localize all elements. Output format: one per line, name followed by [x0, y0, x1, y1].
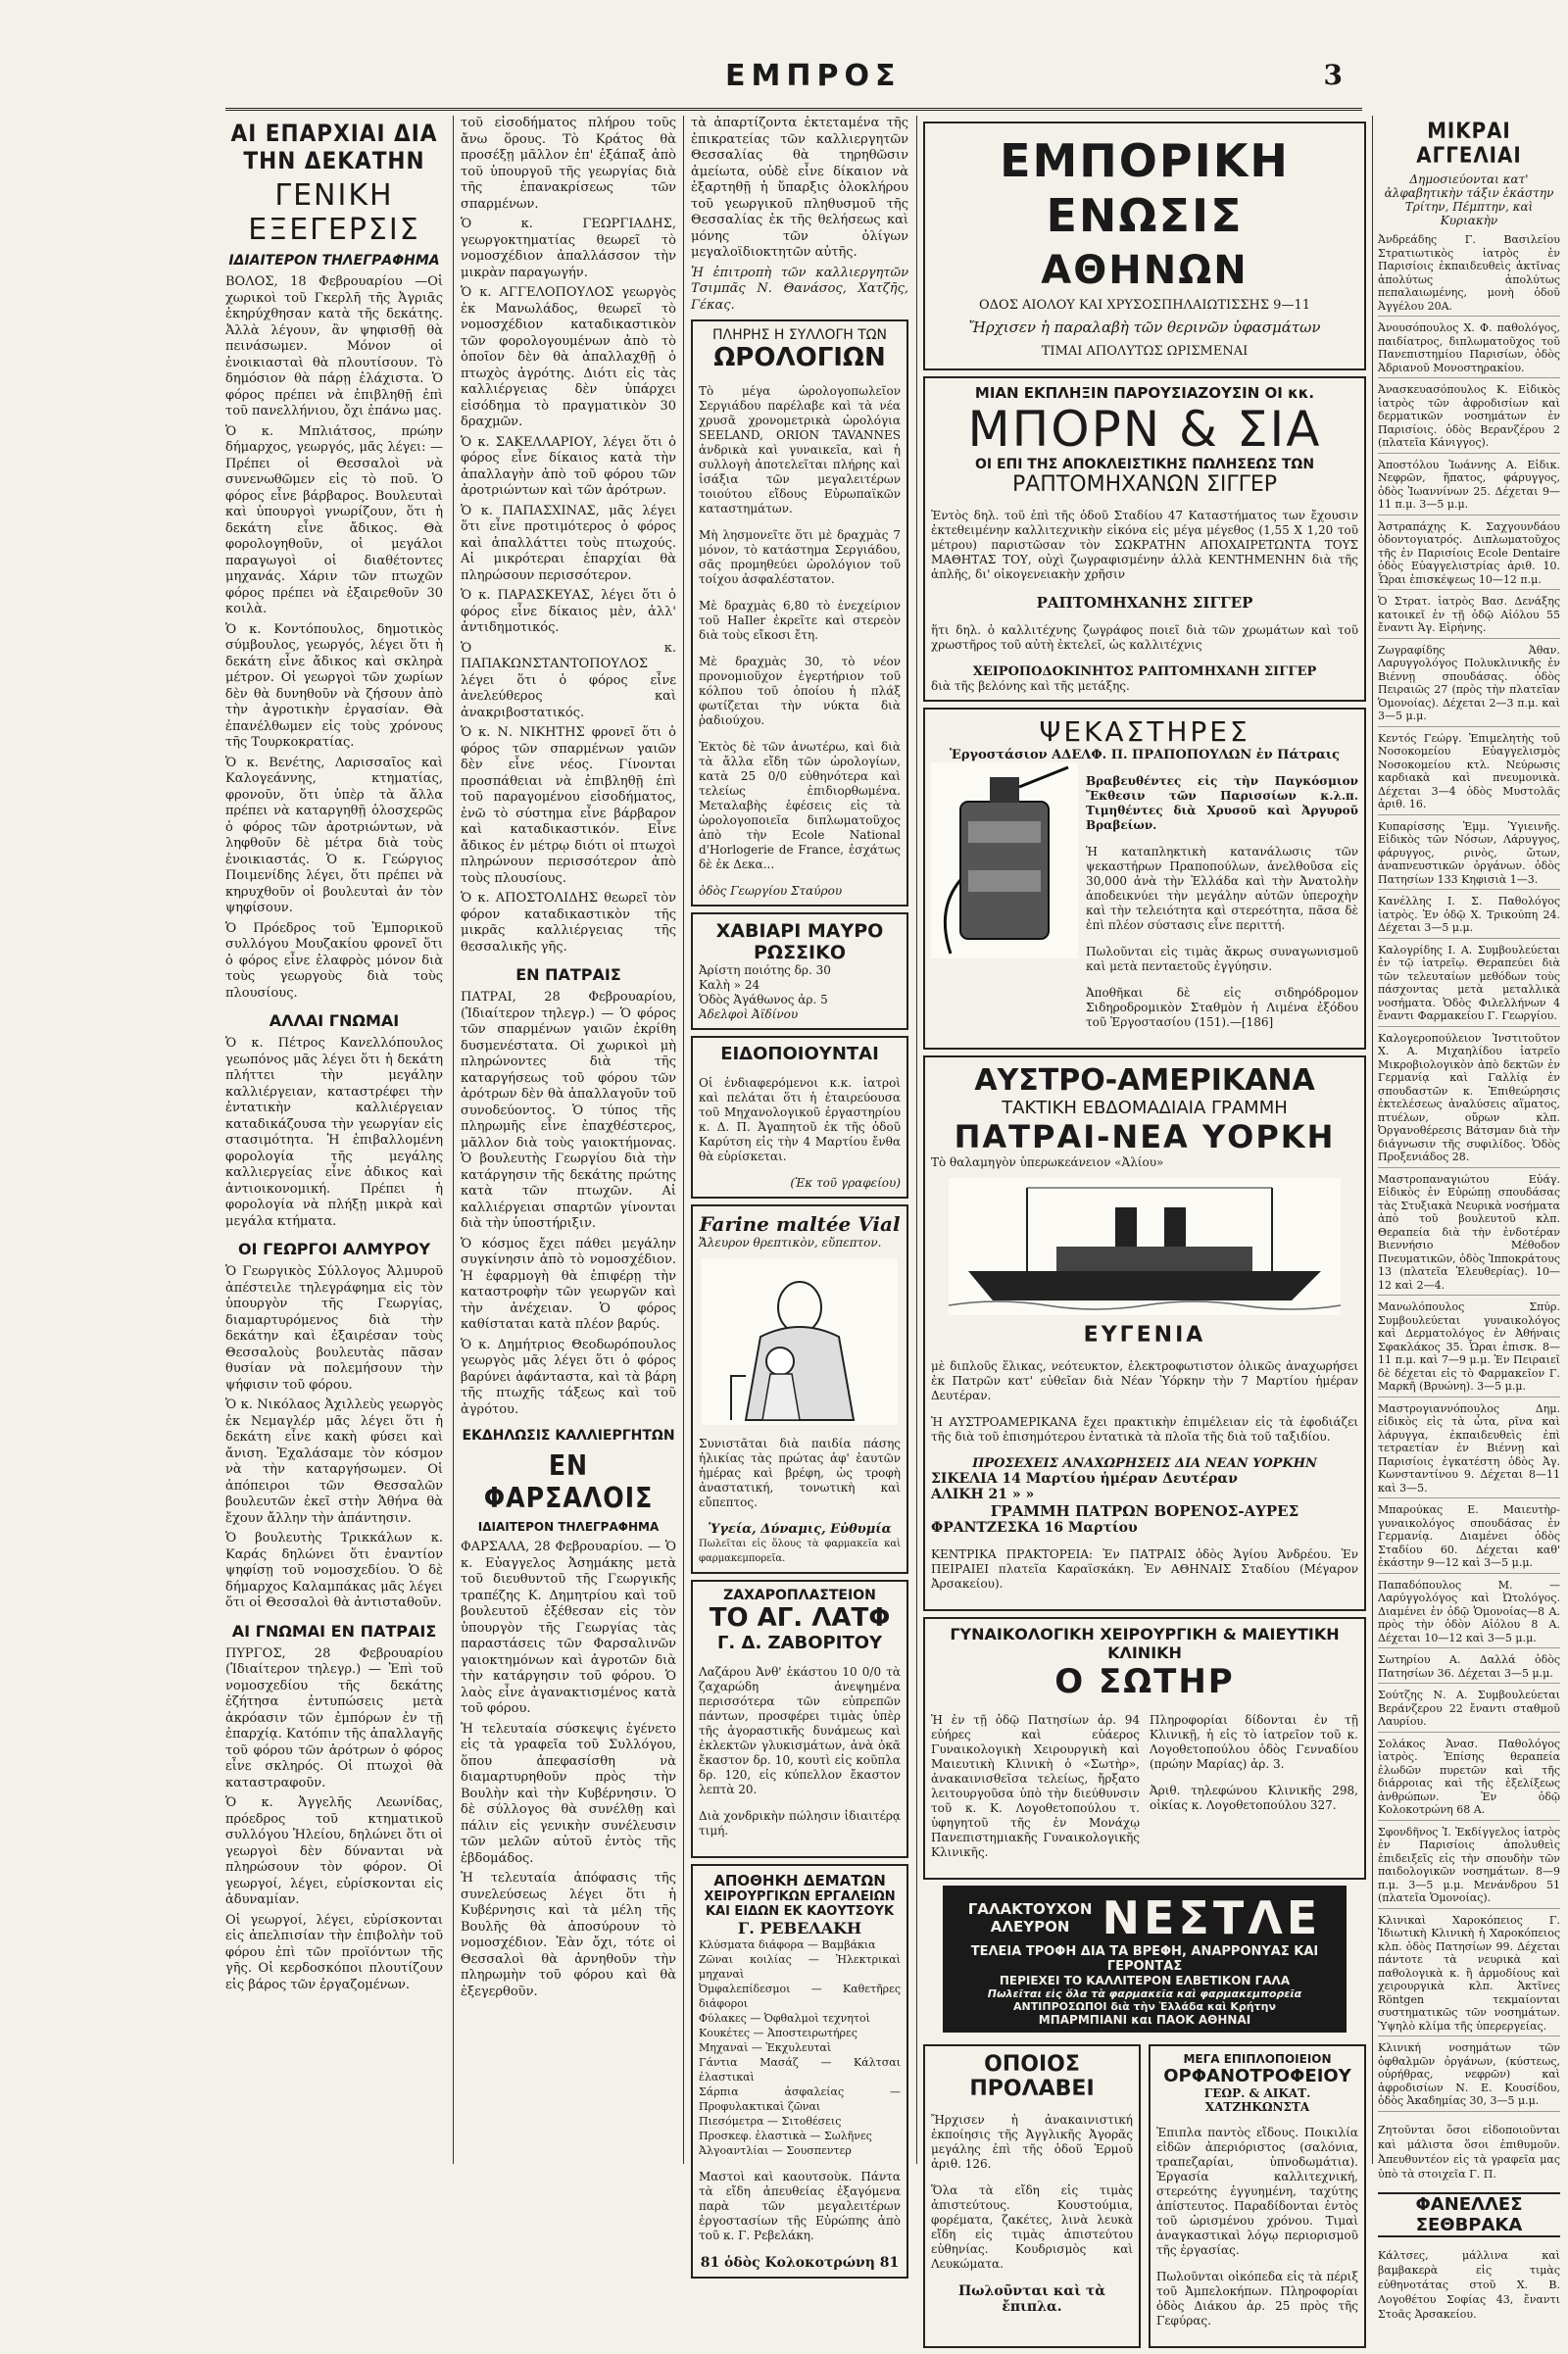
column-rule	[453, 116, 454, 2164]
ad-notice	[691, 1036, 908, 1199]
ad-title: ΦΑΝΕΛΛΕΣ ΣΕΘΒΡΑΚΑ	[1378, 2192, 1560, 2237]
ad-title-large: ΜΠΟΡΝ & ΣΙΑ	[967, 401, 1322, 458]
column-3	[691, 116, 908, 2271]
ad-title-large: ΕΜΠΟΡΙΚΗ ΕΝΩΣΙΣ	[1000, 134, 1290, 242]
article-paragraph: Ὁ κ. Ἀγγελῆς Λεωνίδας, πρόεδρος τοῦ κτηματικοῦ συλλόγου Ἠλείου, δηλώνει ὅτι οἱ γεωργοὶ δὲν δύνανται νὰ πληρώσουν τὸν φόρον. Οἱ γεωργοί, λέγει, εὑρίσκονται εἰς ἀδυναμίαν.	[225, 1795, 443, 1907]
ad-slogan: Ὑγεία, Δύναμις, Εὐθυμία	[708, 1522, 892, 1537]
classified-item: Μαστροπαναγιώτου Εὐάγ. Εἰδικὸς ἐν Εὐρώπῃ σπουδάσας τὰς Στυξιακὰ Νευρικὰ νοσήματα ἀπὸ τοῦ βουλευτοῦ κλπ. Θεραπεία διὰ τὴν ἐνδοτέραν Βιεννήσιο Μέθοδον Πνευματικῶν, ὁδὸς Ἱπποκράτους 13 (πλατεῖα Ἐλευθερίας). 10—12 καὶ 2—4.	[1378, 1173, 1560, 1297]
ad-business-name: Γ. Δ. ΖΑΒΟΡΙΤΟΥ	[716, 1633, 883, 1653]
ad-farine	[691, 1204, 908, 1574]
ad-text: ΠΕΡΙΕΧΕΙ ΤΟ ΚΑΛΛΙΤΕΡΟΝ ΕΛΒΕΤΙΚΟΝ ΓΑΛΑ	[999, 1974, 1291, 1987]
classified-item: Μανωλόπουλος Σπύρ. Συμβουλεύεται γυναικολόγος καὶ Δερματολόγος ἐν Ἀθήναις Σφακλάκος 35. Ὧραι ἐπισκ. 8—11 π.μ. καὶ 7—9 μ.μ. Ἐν Πειραιεῖ δὲ δέχεται εἰς τὸ Φαρμακεῖον Γ. Μαρκῆ (Βρυώνη). 3—5 μ.μ.	[1378, 1300, 1560, 1398]
classified-item: Κλινικαὶ Χαροκόπειος Γ. Ἰδιωτικὴ Κλινικὴ ἡ Χαροκόπειος κλπ. ὁδὸς Πατησίων 99. Δέχεται πάντοτε τὰ νευρικὰ καὶ παθολογικὰ κ. ἢ ἀρμοδίους καὶ χειρουργικὰ κλπ. Ἀκτῖνες Röntgen τεκμαίονται συστηματικῶς τῶν νοσημάτων. Ὑψηλὸ κλίμα τῆς ὑπερεργείας.	[1378, 1914, 1560, 2037]
article-paragraph: Ὁ κ. Νικόλαος Ἀχιλλεὺς γεωργὸς ἐκ Νεμαγλέρ μᾶς λέγει ὅτι ἡ δεκάτη εἶνε κακὴ φύσει καὶ ἄνιση. Ἐχαλάσαμε τὸν κόσμον νὰ τὴν καταργήσωμεν. Οἱ ἀπόπειροι τῶν Θεσσαλῶν βουλευτῶν ἐκεῖ στὴν Ἀθήνα θὰ ἔχουν ἄλλην τὴν ἀπάντησιν.	[225, 1398, 443, 1526]
article-headline: ΕΚΔΗΛΩΣΙΣ ΚΑΛΛΙΕΡΓΗΤΩΝ	[462, 1428, 675, 1444]
section-heading: ΑΛΛΑΙ ΓΝΩΜΑΙ	[269, 1011, 400, 1030]
ad-text: ΑΝΤΙΠΡΟΣΩΠΟΙ διὰ τὴν Ἑλλάδα καὶ Κρήτην	[1013, 2000, 1276, 2013]
product-list-item: Προσκεφ. ἐλαστικὰ — Σωλῆνες	[699, 2130, 872, 2142]
ad-text: Ἀριθ. τηλεφώνου Κλινικῆς 298, οἰκίας κ. Λογοθετοπούλου 327.	[1150, 1784, 1358, 1812]
ad-schedule-row: ΣΙΚΕΛΙΑ 14 Μαρτίου ἡμέραν Δευτέραν	[931, 1471, 1238, 1487]
ad-title: ΧΕΙΡΟΥΡΓΙΚΩΝ ΕΡΓΑΛΕΙΩΝ	[704, 1889, 896, 1904]
product-list-item: Μηχαναὶ — Ἐκχυλευταὶ	[699, 2041, 832, 2054]
ad-footer: ΤΙΜΑΙ ΑΠΟΛΥΤΩΣ ΩΡΙΣΜΕΝΑΙ	[1041, 344, 1249, 359]
article-paragraph: Ὁ κ. Βενέτης, Λαρισσαῖος καὶ Καλογεάννης, κτηματίας, φρονοῦν, ὅτι ὑπὲρ τὰ ἄλλα πρέπει νὰ καταργηθῇ ὁλοσχερῶς ὁ φόρος τῶν ἀροτριώντων, νὰ ληφθοῦν δὲ μέτρα διὰ τοὺς ἐνοικιαστάς. Ὁ κ. Γεώργιος Ποιμενίδης λέγει, ὅτι πρέπει νὰ κηρυχθοῦν οἱ βουλευταὶ ἀν τὸν ψηφίσουν.	[225, 755, 443, 915]
ad-signature: (Ἐκ τοῦ γραφείου)	[790, 1176, 901, 1190]
column-rule	[1372, 116, 1373, 2164]
ad-text: Λαζάρου Ἀνθ' ἑκάστου 10 0/0 τὰ ζαχαρώδη ἀνεψημένα περισσότερα τῶν εὐπρεπῶν πάντων, προσφέρει τιμὰς ὑπὲρ τῆς ἀγοραστικῆς δυνάμεως καὶ ἐκλεκτῶν γλυκισμάτων, ἀνὰ ὀκᾶ ἔκαστον δρ. 10, κουτὶ εἰς κοῦπλα δρ. 120, εἰς κύπελλον ἔκαστον λεπτὰ 20.	[699, 1665, 901, 1796]
column-rule	[916, 116, 917, 2164]
classified-item: Ἀστραπάχης Κ. Σαχγουνδάου ὀδοντογιατρός. Διπλωματοῦχος τῆς ἐν Παρισίοις Ecole Dentaire ὁδὸς Εὐαγγελιστρίας ἀριθ. 10. Ὧραι ἐπισκέψεως 10—12 π.μ.	[1378, 520, 1560, 591]
ad-austro-americana	[923, 1055, 1366, 1611]
ad-clinic-sotir	[923, 1617, 1366, 1880]
article-paragraph: Ὁ κ. ΑΓΓΕΛΟΠΟΥΛΟΣ γεωργὸς ἐκ Μανωλάδος, θεωρεῖ τὸ νομοσχέδιον καταδικαστικὸν τῶν φορολογουμένων ἀπὸ τὸ ὁποῖον δὲν θὰ ἀπαλλαχθῇ ὁ πτωχὸς ἀγρότης. Διότι εἰς τὰς καλλιέργειας δὲν ὑπάρχει εἰσόδημα τὸ πραγματικὸν 30 δραχμῶν.	[461, 285, 676, 429]
classified-item: Κλινική νοσημάτων τῶν ὀφθαλμῶν ὀργάνων, (κύστεως, οὐρήθρας, νεφρῶν) καὶ ἀφροδισίων Ν. Ε. Κουσίδου, ὁδὸς Ἀκαδημίας 30, 3—5 μ.μ.	[1378, 2041, 1560, 2112]
ad-confectionery	[691, 1580, 908, 1858]
ad-text: ΤΕΛΕΙΑ ΤΡΟΦΗ ΔΙΑ ΤΑ ΒΡΕΦΗ, ΑΝΑΡΡΟΝΥΑΣ ΚΑΙ ΓΕΡΟΝΤΑΣ	[970, 1944, 1319, 1974]
ad-title: ΧΑΒΙΑΡΙ ΜΑΥΡΟ ΡΩΣΣΙΚΟ	[715, 920, 884, 963]
article-headline-large: ΕΝ ΦΑΡΣΑΛΟΙΣ	[483, 1449, 654, 1514]
classified-item: Ἀνουσόπουλος Χ. Φ. παθολόγος, παιδίατρος, διπλωματοῦχος τοῦ Πανεπιστημίου Παρισίων, ὁδὸς Ἀδριανοῦ Μονοστηρακίου.	[1378, 321, 1560, 378]
ad-footer: Πωλοῦνται οἰκόπεδα εἰς τὰ πέριξ τοῦ Ἀμπελοκήπων. Πληροφορίαι ὁδὸς Διάκου ἀρ. 25 πρὸς τῆς Γεφύρας.	[1156, 2270, 1358, 2328]
column-2	[461, 116, 676, 2164]
column-4	[923, 116, 1366, 2328]
ad-subtitle: ΤΑΚΤΙΚΗ ΕΒΔΟΜΑΔΙΑΙΑ ΓΡΑΜΜΗ	[1002, 1098, 1288, 1118]
ad-route: ΠΑΤΡΑΙ-ΝΕΑ ΥΟΡΚΗ	[954, 1118, 1336, 1155]
ad-text: Πωλεῖται εἰς ὅλα τὰ φαρμακεῖα καὶ φαρμακεμπορεῖα	[987, 1987, 1302, 2000]
product-list-item: Φύλακες — Ὀφθαλμοὶ τεχνητοὶ	[699, 2012, 870, 2025]
article-paragraph: ΠΑΤΡΑΙ, 28 Φεβρουαρίου, (Ἰδιαίτερον τηλεγρ.) — Ὁ φόρος τῶν σπαρμένων γαιῶν ἐκρίθη δυσμενέστατα. Οἱ χωρικοὶ μὴ πληρώνοντες διὰ τῆς καταργήσεως τοῦ φόρου τῶν ἀρότρων δὲν θὰ ἀπαλλαγοῦν τοῦ συνοδεύοντος. Ὁ τύπος τῆς πληρωμῆς εἶνε ἐπαχθέστερος, μᾶλλον διὰ τοὺς γαιοκτήμονας. Ὁ βουλευτὴς Γεωργίου διὰ τὴν κατάργησιν τῆς δεκάτης πρώτης κατὰ τῶν πτωχῶν. Αἱ καλλιέργειαι σπαρτῶν γίνονται διὰ τὴν ὑποστήριξιν.	[461, 990, 676, 1231]
article-paragraph: Ὁ κ. ΠΑΠΑΚΩΝΣΤΑΝΤΟΠΟΥΛΟΣ λέγει ὅτι ὁ φόρος εἶνε ἀνελεύθερος καὶ ἀνακριβοστατικός.	[461, 640, 676, 720]
article-paragraph: Ὁ κόσμος ἔχει πάθει μεγάλην συγκίνησιν ἀπὸ τὸ νομοσχέδιον. Ἡ ἐφαρμογὴ θὰ ἐπιφέρῃ τὴν καταστροφὴν τῶν γεωργῶν καὶ τὴν ἀνέχειαν. Ὁ φόρος καθίσταται κατὰ πλέον βαρύς.	[461, 1236, 676, 1332]
ad-subtitle: Τὸ θαλαμηγὸν ὑπερωκεάνειον «Ἀλίου»	[931, 1155, 1164, 1169]
classified-item: Κανέλλης Ι. Σ. Παθολόγος ἰατρὸς. Ἐν ὁδῷ Χ. Τρικούπη 24. Δέχεται 3—5 μ.μ.	[1378, 895, 1560, 939]
article-paragraph: Ἡ τελευταία σύσκεψις ἐγένετο εἰς τὰ γραφεῖα τοῦ Συλλόγου, ὅπου ἀπεφασίσθη νὰ διαμαρτυρηθοῦν πρὸς τὴν Βουλὴν καὶ τὴν Κυβέρνησιν. Ὁ δὲ σύλλογος θὰ συνέλθῃ καὶ πάλιν εἰς γενικὴν συνέλευσιν τῶν μελῶν αὐτοῦ ἐντὸς τῆς ἑβδομάδος.	[461, 1721, 676, 1866]
ad-text: ἥτι δηλ. ὁ καλλιτέχνης ζωγράφος ποιεῖ διὰ τῶν χρωμάτων καὶ τοῦ χρωστῆρος τοῦ αὐτὴ ἐκτελεῖ, ὡς καλλιτέχνις	[931, 623, 1358, 652]
ad-signature: ὁδὸς Γεωργίου Σταύρου	[699, 884, 843, 898]
ad-text: Ἤρχισεν ἡ ἀνακαινιστική ἐκποίησις τῆς Ἀγγλικῆς Ἀγορᾶς μεγάλης ἐπὶ τῆς ὁδοῦ Ἑρμοῦ ἀριθ. 126.	[931, 2113, 1133, 2171]
classified-item: Ζητοῦνται ὅσοι εἰδοποιοῦνται καὶ μάλιστα ὅσοι ἐπιθυμοῦν. Ἀπευθυντέον εἰς τὰ γραφεῖα μας ὑπὸ τὰ στοιχεῖα Γ. Π.	[1378, 2123, 1560, 2181]
ad-line: ΓΑΛΑΚΤΟΥΧΟΝ	[967, 1900, 1093, 1918]
column-1	[225, 116, 443, 2164]
ad-highlight: ΡΑΠΤΟΜΗΧΑΝΗΣ ΣΙΓΓΕΡ	[1036, 594, 1253, 612]
classifieds-title: ΜΙΚΡΑΙ ΑΓΓΕΛΙΑΙ	[1416, 120, 1522, 169]
article-paragraph: Ὁ βουλευτὴς Τρικκάλων κ. Καράς δηλώνει ὅτι ἐναντίον ψηφίσῃ τοῦ νομοσχεδίου. Ὁ δὲ δήμαρχος Καλαμπάκας μᾶς λέγει ὅτι οἱ Θεσσαλοὶ θὰ ἀντισταθοῦν.	[225, 1531, 443, 1610]
ad-address: ΟΔΟΣ ΑΙΟΛΟΥ ΚΑΙ ΧΡΥΣΟΣΠΗΛΑΙΩΤΙΣΣΗΣ 9—11	[979, 298, 1310, 313]
sprayer-illustration	[931, 762, 1078, 958]
product-list-item: Γάντια Μασάζ — Κάλτσαι ἐλαστικαὶ	[699, 2056, 901, 2084]
article-paragraph: Οἱ γεωργοί, λέγει, εὑρίσκονται εἰς ἀπελπισίαν τὴν ἐπιβολὴν τοῦ φόρου ἐπὶ τῶν προϊόντων τῆς γῆς. Οἱ κερδοσκόποι πλουτίζουν εἰς βάρος τῶν ἐργαζομένων.	[225, 1912, 443, 1992]
ad-line: ΑΛΕΥΡΟΝ	[990, 1918, 1070, 1936]
ad-text: Ἐκτὸς δὲ τῶν ἀνωτέρω, καὶ διὰ τὰ ἄλλα εἴδη τῶν ὡρολογίων, κατὰ 25 0/0 εὐθηνότερα καὶ τελείως ἐπιδιορθωμένα. Μεταλαβὴς ἐφέσεις εἰς τὰ ὡρολογοποιεῖα διπλωματοῦχος ἀπὸ τὴν Ecole National d'Horlogerie de France, ἐσχάτως δὲ ἐκ Δεκα...	[699, 740, 901, 871]
product-list-item: Ἀλγοαντλίαι — Σουσπεντερ	[699, 2144, 852, 2157]
ad-text: ΜΠΑΡΜΠΙΑΝΙ και ΠΑΟΚ ΑΘΗΝΑΙ	[1038, 2013, 1251, 2027]
ad-schedule-row: ΑΛΙΚΗ 21 » »	[931, 1487, 1035, 1502]
ad-footer: ΚΕΝΤΡΙΚΑ ΠΡΑΚΤΟΡΕΙΑ: Ἐν ΠΑΤΡΑΙΣ ὁδὸς Ἁγίου Ἀνδρέου. Ἐν ΠΕΙΡΑΙΕΙ πλατεῖα Καραϊσκάκη. Ἐν ΑΘΗΝΑΙΣ Σταδίου (Μέγαρον Ἀρσακείου).	[931, 1547, 1358, 1591]
ad-city: ΑΘΗΝΩΝ	[1041, 248, 1249, 293]
classified-item: Σούτζης Ν. Α. Συμβουλεύεται Βεράνζερου 22 ἔναντι σταθμοῦ Λαυρίου.	[1378, 1689, 1560, 1733]
article-paragraph: Ὁ κ. ΠΑΠΑΣΧΙΝΑΣ, μᾶς λέγει ὅτι εἶνε προτιμότερος ὁ φόρος καὶ ἀπαλλάττει τοὺς πτωχούς. Αἱ μικρότεραι ἐπαρχίαι θὰ πληρώσουν περισσότερον.	[461, 503, 676, 583]
column-5	[1378, 116, 1560, 2321]
article-paragraph: Ὁ κ. ΑΠΟΣΤΟΛΙΔΗΣ θεωρεῖ τὸν φόρον καταδικαστικὸν τῆς μικρᾶς καλλιέργειας τῆς θεσσαλικῆς γῆς.	[461, 891, 676, 955]
ad-line: Ἀρίστη ποιότης δρ. 30	[699, 963, 831, 977]
ad-commercial-union	[923, 122, 1366, 370]
ad-text: μὲ διπλοῦς ἕλικας, νεότευκτον, ἐλεκτροφωτιστον ὁλικῶς ἀναχωρήσει ἐκ Πατρῶν κατ' εὐθεῖαν διὰ Νέαν Ὑόρκην τὴν 7 Μαρτίου ἡμέραν Δευτέραν.	[931, 1359, 1358, 1402]
product-list-item: Πιεσόμετρα — Σιτοθέσεις	[699, 2115, 842, 2128]
ad-watches	[691, 319, 908, 907]
ad-title: Farine maltée Vial	[699, 1212, 901, 1236]
classified-item: Καλογεροπούλειον Ἰνστιτοῦτον Χ. Α. Μιχαηλίδου ἰατρεῖο Μικροβιολογικὸν ἀπὸ δεκτῶν ἐν Γερμανίᾳ καὶ Γαλλίᾳ ἐν σπουδαστῶν κ. Ἐπιθεώρησις ἐκτελέσεως ἀναλύσεις αἵματος, πτυέλων, οὔρων κλπ. Ὀργανοθέρεσις Βάτσμαν διὰ τὴν διάγνωσιν τῆς συφιλίδος. Ὁδὸς Προξενιάδος 28.	[1378, 1032, 1560, 1168]
article-paragraph: ΠΥΡΓΟΣ, 28 Φεβρουαρίου (Ἰδιαίτερον τηλεγρ.) — Ἐπὶ τοῦ νομοσχεδίου τῆς δεκάτης ἐζήτησα ἐντυπώσεις μετὰ ἀκρόασιν τῶν ἐμπόρων ἐν τῇ ἐπαρχίᾳ. Κατόπιν τῆς ἀπαλλαγῆς τοῦ φόρου τῶν ἀρότρων ὁ φόρος εἶνε σκληρός. Οἱ πτωχοὶ θὰ καταστραφοῦν.	[225, 1645, 443, 1790]
newspaper-title: ΕΜΠΡΟΣ	[725, 59, 902, 93]
product-list	[699, 1937, 901, 2158]
article-paragraph: ΒΟΛΟΣ, 18 Φεβρουαρίου —Οἱ χωρικοὶ τοῦ Γκερλῆ τῆς Ἀγριᾶς ἐκηρύχθησαν κατὰ τῆς δεκάτης. Ἀλλὰ λέγουν, ἂν ψηφισθῇ θὰ πεινάσωμεν. Μόνον οἱ ἐνοικιασταὶ θὰ πλουτίσουν. Τὸ δημόσιον θὰ πάρῃ ἐλάχιστα. Ὁ φόρος πρέπει νὰ ἐπιβληθῇ ἐπὶ τοῦ πανελλήνιου, ὄχι ἐπάνω μας.	[225, 274, 443, 418]
ad-text: Μὲ δραχμὰς 30, τὸ νέον προνομιοῦχον ἐγερτήριον τοῦ κόλπου τοῦ ὁποίου ἡ πλάξ φωτίζεται τὴν νύκτα διὰ ῥαδιούχου.	[699, 655, 901, 727]
classified-item: Μπαρούκας Ε. Μαιευτὴρ-γυναικολόγος σπουδάσας ἐν Γερμανίᾳ. Διαμένει ὁδὸς Σταδίου 60. Δέχεται καθ' ἑκάστην 9—12 καὶ 3—5 μ.μ.	[1378, 1503, 1560, 1574]
masthead	[225, 57, 1362, 111]
article-paragraph: Ὁ Γεωργικὸς Σύλλογος Ἀλμυροῦ ἀπέστειλε τηλεγράφημα εἰς τὸν ὑπουργὸν τῆς Γεωργίας, διαμαρτυρόμενος διὰ τὴν δεκάτην καὶ ἐξαιρέσαν τοὺς Θεσσαλοὺς βουλευτὰς πᾶσαν θυσίαν νὰ πολεμήσουν τὴν ψήφισιν τοῦ φόρου.	[225, 1264, 443, 1393]
ad-title-large: ΩΡΟΛΟΓΙΩΝ	[713, 343, 886, 372]
ad-footer: Πωλοῦνται καὶ τὰ ἔπιπλα.	[957, 2283, 1106, 2315]
product-list-item: Σάρπια ἀσφαλείας — Προφυλακτικαὶ ζῶναι	[699, 2085, 901, 2113]
ad-text: Ἡ καταπληκτικὴ κατανάλωσις τῶν ψεκαστήρων Πραποπούλων, ἀνελθοῦσα εἰς 30,000 ἀνὰ τὴν Ἑλλάδα καὶ τὴν Ἀνατολὴν ἀποδεικνύει τὴν μεγάλην αὐτῶν ὑπεροχὴν καὶ τὴν τελειότητα καὶ στερεότητα, πᾶσα δὲ ἐπὶ πλέον σύστασις εἶνε περιττή.	[1086, 845, 1358, 932]
ad-furniture	[1149, 2044, 1366, 2348]
ad-text: Ἡ ΑΥΣΤΡΟΑΜΕΡΙΚΑΝΑ ἔχει πρακτικὴν ἐπιμέλειαν εἰς τὰ ἐφοδιάζει τῆς διὰ τοῦ ἐπισημότερου ἐντατικὰ τὰ πλοῖα τῆς διὰ τοῦ ταξιδίου.	[931, 1415, 1358, 1444]
ad-business-name: Γ. ΡΕΒΕΛΑΚΗ	[737, 1919, 862, 1937]
ad-business-name: ΓΕΩΡ. & ΑΙΚΑΤ. ΧΑΤΖΗΚΩΝΣΤΑ	[1203, 2086, 1311, 2114]
article-paragraph: Ὁ κ. Ν. ΝΙΚΗΤΗΣ φρονεῖ ὅτι ὁ φόρος τῶν σπαρμένων γαιῶν δὲν εἶνε νέος. Γίνονται προσπάθειαι νὰ ἐπιβληθῇ ἐπὶ τοῦ παραγομένου εἰσοδήματος, ἐνῶ τὸ σύστημα εἶνε βάρβαρον καὶ καταδικαστικόν. Εἶνε ἄδικος ἐν μέτρῳ διότι οἱ πτωχοὶ πληρώνουν περισσότερον ἀπὸ τοὺς πλουσίους.	[461, 725, 676, 886]
ad-title: ΓΥΝΑΙΚΟΛΟΓΙΚΗ ΧΕΙΡΟΥΡΓΙΚΗ & ΜΑΙΕΥΤΙΚΗ ΚΛΙΝΙΚΗ	[950, 1625, 1340, 1662]
classified-item: Παπαδόπουλος Μ. — Λαρύγγολόγος καὶ Ὠτολόγος. Διαμένει ἐν ὁδῷ Ὁμονοίας—8 Α. πρὸς τὴν ὁδὸν Αἰόλου 8 Α. Δέχεται 10—12 καὶ 3—5 μ.μ.	[1378, 1579, 1560, 1649]
product-list-item: Κλύσματα διάφορα — Βαμβάκια	[699, 1938, 876, 1951]
article-subhead: ΙΔΙΑΙΤΕΡΟΝ ΤΗΛΕΓΡΑΦΗΜΑ	[228, 253, 440, 269]
article-paragraph: τοῦ εἰσοδήματος πλήρου τοῦς ἄνω ὅρους. Τὸ Κράτος θὰ προσέξῃ μᾶλλον ἐπ' ἐξάπαξ ἀπὸ τοῦ ὑπουργοῦ τῆς γεωργίας διὰ τῆς ἐπανακρίσεως τῶν σπαρμένων.	[461, 116, 676, 212]
ad-surgical	[691, 1864, 908, 2279]
ad-text: Οἱ ἐνδιαφερόμενοι κ.κ. ἰατροὶ καὶ πελάται ὅτι ἡ ἐταιρεύουσα τοῦ Μηχανολογικοῦ ἐργαστηρίου κ. Δ. Π. Ἀγαπητοῦ ἐκ τῆς ὁδοῦ Καρύτση εἰς τὴν 4 Μαρτίου ἔνθα θὰ εὑρίσκεται.	[699, 1076, 901, 1163]
ad-brand: ΝΕΣΤΛΕ	[1102, 1891, 1322, 1944]
classified-item: Σωτηρίου Α. Δαλλά ὁδὸς Πατησίων 36. Δέχεται 3—5 μ.μ.	[1378, 1653, 1560, 1684]
ad-schedule-row: ΦΡΑΝΤΖΕΣΚΑ 16 Μαρτίου	[931, 1520, 1138, 1536]
ad-title: ΜΕΓΑ ΕΠΙΠΛΟΠΟΙΕΙΟΝ	[1183, 2052, 1332, 2066]
article-paragraph: Ὁ κ. Μπλιάτσος, πρώην δήμαρχος, γεωργός, μᾶς λέγει: —Πρέπει οἱ Θεσσαλοὶ νὰ συνενωθῶμεν εἰς τὸ ποῦ. Ὁ φόρος εἶνε βάρβαρος. Βουλευταὶ καὶ ὑπουργοὶ γνωρίζουν, ὅτι ἡ δεκάτη εἶνε ἄδικος. Θὰ φορολογηθοῦν, οἱ μεγάλοι παραγωγοὶ οἱ διαθέτοντες μηχανάς. Χάριν τῶν πτωχῶν φόρος πρέπει νὰ ἐξαιρεθοῦν 30 κοιλὰ.	[225, 423, 443, 616]
classified-item: Ἀνασκευασόπουλος Κ. Εἰδικὸς ἰατρὸς τῶν ἀφροδισίων καὶ δερματικῶν νοσημάτων ἐν Παρισίοις. ὁδὸς Βερανζέρου 2 (πλατεῖα Κάνιγγος).	[1378, 383, 1560, 454]
ad-title: ΑΠΟΘΗΚΗ ΔΕΜΑΤΩΝ	[713, 1872, 886, 1889]
classified-item: Ἀποστόλου Ἰωάννης Α. Εἰδικ. Νεφρῶν, ἥπατος, φάρυγγος, ὁδὸς Ἰωαννίνων 25. Δέχεται 9—11 π.μ. 3—5 μ.μ.	[1378, 459, 1560, 515]
article-paragraph: τὰ ἀπαρτίζοντα ἐκτεταμένα τῆς ἐπικρατείας τῶν καλλιεργητῶν Θεσσαλίας θὰ τηρηθῶσιν ἀμείωτα, οὐδὲ εἶνε δίκαιον νὰ ἐξαρτηθῇ ἡ ὕπαρξις ὁλοκλήρου τοῦ γεωργικοῦ πληθυσμοῦ τῆς Θεσσαλίας ἐκ τῆς θελήσεως καὶ μόνης τῶν ὀλίγων μεγαλοϊδιοκτητῶν αὐτῆς.	[691, 116, 908, 260]
article-paragraph: Ἡ τελευταία ἀπόφασις τῆς συνελεύσεως λέγει ὅτι ἡ Κυβέρνησις καὶ τὰ μέλη τῆς Βουλῆς θὰ ἀποσύρουν τὸ νομοσχέδιον. Ἐὰν ὄχι, τότε οἱ Θεσσαλοὶ θὰ ἀρνηθοῦν τὴν πληρωμὴν τοῦ φόρου καὶ θὰ ἐξεγερθοῦν.	[461, 1871, 676, 1999]
article-paragraph: Ὁ κ. Κοντόπουλος, δημοτικὸς σύμβουλος, γεωργός, λέγει ὅτι ἡ δεκάτη εἶνε ἄδικος καὶ σκληρὰ μέτρον. Οἱ γεωργοὶ τῶν χωρίων δὲν θὰ δυνηθοῦν νὰ ζήσουν ἀπὸ τὴν ἀγροτικὴν ἐργασίαν. Θὰ ἐπανέλθωμεν εἰς τοὺς χρόνους τῆς Τουρκοκρατίας.	[225, 621, 443, 750]
ad-title-large: ΤΟ ΑΓ. ΛΑΤΦ	[709, 1603, 891, 1633]
page-number: 3	[1323, 59, 1343, 91]
classified-item: Μαστρογιαννόπουλος Δημ. εἰδικὸς εἰς τὰ ὦτα, ρῖνα καὶ λάρυγγα, ἐκπαιδευθεὶς ἐπὶ τετραετίαν ἐν Βιέννῃ καὶ Παρισίοις ἐγκατέστη ὁδὸς Ἀγ. Κωνσταντίνου 9. Δέχεται 8—11 καὶ 3—5.	[1378, 1402, 1560, 1499]
ad-text: Πληροφορίαι δίδονται ἐν τῇ Κλινικῇ, ἡ εἰς τὸ ἰατρεῖον τοῦ κ. Λογοθετοπούλου ὁδὸς Γενναδίου (πρώην Μαρίας) ἀρ. 3.	[1150, 1713, 1358, 1771]
classified-item: Κεντός Γεώργ. Ἐπιμελητὴς τοῦ Νοσοκομείου Εὐαγγελισμὸς Νοσοκομείου κτλ. Νεύρωσις καρδιακὰ καὶ πνευμονικὰ. Δέχεται 3—4 ὁδὸς Μυστολᾶς ἀριθ. 16.	[1378, 732, 1560, 815]
article-headline-large: ΓΕΝΙΚΗ ΕΞΕΓΕΡΣΙΣ	[248, 178, 420, 247]
ad-caviar	[691, 912, 908, 1030]
article-paragraph: Ὁ κ. Πέτρος Κανελλόπουλος γεωπόνος μᾶς λέγει ὅτι ἡ δεκάτη πλήττει τὴν μεγάλην καλλιέργειαν, καταστρέφει τὴν ἐντατικὴν καλλιέργειαν καταδικάζουσα τὴν γεωργίαν εἰς στασιμότητα. Ἡ ἐπιβαλλομένη φορολογία τῆς μεγάλης καλλιεργείας εἶνε ἀδικος καὶ ἀντιοικονομική. Πρέπει ἡ φορολογία νὰ πλήξῃ μικρὰ καὶ μεγάλα κτήματα.	[225, 1036, 443, 1229]
classified-item: Σολάκος Ἀνασ. Παθολόγος ἰατρὸς. Ἐπίσης θεραπεία ἐλωδῶν πυρετῶν καὶ τῆς διάρροιας καὶ τῆς ἐξελίξεως ἀνθρώπων. Ἐν ὁδῷ Κολοκοτρώνη 68 Α.	[1378, 1738, 1560, 1821]
classified-item: Σφονδῆνος Ἰ. Ἐκδίγγελος ἰατρὸς ἐν Παρισίοις ἀπολυθεὶς ἐπιδειξεῖς εἰς τὴν σπουδὴν τῶν παιδολογικῶν νοσημάτων. 8—9 π.μ. 3—5 μ.μ. Μενάνδρου 51 (πλατεῖα Ὁμονοίας).	[1378, 1826, 1560, 1909]
section-heading: ΑΙ ΓΝΩΜΑΙ ΕΝ ΠΑΤΡΑΙΣ	[231, 1621, 437, 1641]
ad-title: ΚΑΙ ΕΙΔΩΝ ΕΚ ΚΑΟΥΤΣΟΥΚ	[705, 1904, 895, 1919]
ad-heading: ΟΙ ΕΠΙ ΤΗΣ ΑΠΟΚΛΕΙΣΤΙΚΗΣ ΠΩΛΗΣΕΩΣ ΤΩΝ	[974, 457, 1315, 472]
section-heading: ΟΙ ΓΕΩΡΓΟΙ ΑΛΜΥΡΟΥ	[237, 1240, 431, 1258]
ad-text: Συνιστᾶται διὰ παιδία πάσης ἡλικίας τὰς πρώτας ἀφ' ἑαυτῶν ἡμέρας καὶ βρέφη, ὡς τροφὴ ἀναστατική, τονωτικὴ καὶ εὔπεπτος.	[699, 1437, 901, 1509]
ad-text: Διὰ χονδρικὴν πώλησιν ἰδιαιτέρᾳ τιμή.	[699, 1809, 901, 1838]
article-headline: ΑΙ ΕΠΑΡΧΙΑΙ ΔΙΑ ΤΗΝ ΔΕΚΑΤΗΝ	[230, 120, 438, 174]
ad-highlight: ΧΕΙΡΟΠΟΔΟΚΙΝΗΤΟΣ ΡΑΠΤΟΜΗΧΑΝΗ ΣΙΓΓΕΡ	[972, 664, 1317, 679]
ad-schedule-heading: ΠΡΟΣΕΧΕΙΣ ΑΝΑΧΩΡΗΣΕΙΣ ΔΙΑ ΝΕΑΝ ΥΟΡΚΗΝ	[972, 1456, 1317, 1471]
ad-heading: ΜΙΑΝ ΕΚΠΛΗΞΙΝ ΠΑΡΟΥΣΙΑΖΟΥΣΙΝ ΟΙ κκ.	[974, 384, 1315, 402]
ad-text: Ἐπιπλα παντὸς εἴδους. Ποικιλία εἰδῶν ἀπεριόριστος (σαλόνια, τραπεζαρίαι, ὑπνοδωμάτια). Ἐργασία καλλιτεχνική, στερεότης ἐγγυημένη, ταχύτης ἀπίστευτος. Παραδίδονται ἐντὸς τοῦ ὡρισμένου χρόνου. Τιμαὶ ἀναγκαστικαὶ λόγῳ περιορισμοῦ τῆς ἐργασίας.	[1156, 2126, 1358, 2257]
ad-heading: ΡΑΠΤΟΜΗΧΑΝΩΝ ΣΙΓΓΕΡ	[1011, 472, 1278, 497]
mother-and-child-illustration	[702, 1258, 898, 1425]
ad-text: Μαστοὶ καὶ καουτσοὺκ. Πάντα τὰ εἴδη ἀπευθείας ἐξαγόμενα παρὰ τῶν μεγαλειτέρων ἐργοστασίων τῆς Εὐρώπης ἀπὸ τοῦ κ. Γ. Ρεβελάκη.	[699, 2170, 901, 2242]
ad-title: ΖΑΧΑΡΟΠΛΑΣΤΕΙΟΝ	[723, 1588, 876, 1603]
ad-text: Ὅλα τὰ εἴδη εἰς τιμὰς ἀπιστεύτους. Κουστούμια, φορέματα, ζακέτες, λινὰ λευκὰ εἴδη εἰς τιμὰς ἀπιστεύτου εὐθηνίας. Κουδρισμὸς καὶ Λευκώματα.	[931, 2183, 1133, 2271]
ad-text: διὰ τῆς βελόνης καὶ τῆς μετάξης.	[931, 679, 1130, 693]
article-paragraph: Ὁ κ. ΓΕΩΡΓΙΑΔΗΣ, γεωργοκτηματίας θεωρεῖ τὸ νομοσχέδιον ἀπαλλάσσον τὴν μικρὰν παραγωγήν.	[461, 217, 676, 280]
classifieds-intro: Δημοσιεύονται κατ' ἀλφαβητικὴν τάξιν ἑκάστην Τρίτην, Πέμπτην, καὶ Κυριακὴν	[1384, 172, 1554, 227]
product-list-item: Ζῶναι κοιλίας — Ἠλεκτρικαὶ μηχαναὶ	[699, 1953, 901, 1981]
classified-item: Ἀνδρεάδης Γ. Βασιλείου Στρατιωτικὸς ἰατρὸς ἐν Παρισίοις ἐκπαιδευθεὶς ἀκτῖνας ἀπολύτως ἀπολύτως πεπαλαιωμένης, μονὴ ὁδοῦ Ἀγγέλου 20Α.	[1378, 233, 1560, 317]
article-paragraph: Ὁ Πρόεδρος τοῦ Ἐμπορικοῦ συλλόγου Μουζακίου φρονεῖ ὅτι ὁ φόρος εἶνε ἐλαφρὸς μόνον διὰ τοὺς γεωργοὺς διὰ τοὺς πλουσίους.	[225, 920, 443, 1001]
ad-title: ΨΕΚΑΣΤΗΡΕΣ	[1039, 715, 1250, 748]
ad-text: Ἡ ἐν τῇ ὁδῷ Πατησίων ἀρ. 94 εὐήρες καὶ εὐάερος Γυναικολογικὴ Χειρουργικὴ καὶ Μαιευτικὴ Κλινικὴ ὁ «Σωτὴρ», ἀνακαινισθεῖσα τελείως, ἤρξατο λειτουργοῦσα ὑπὸ τὴν διεύθυνσιν τοῦ κ. Κ. Λογοθετοπούλου τ. ὑφηγητοῦ τῆς ἐν Μονάχῳ Πανεπιστημιακῆς Γυναικολογικῆς Κλινικῆς.	[931, 1713, 1140, 1859]
ad-text: Μὴ λησμονεῖτε ὅτι μὲ δραχμὰς 7 μόνον, τὸ κατάστημα Σεργιάδου, σᾶς προμηθεύει ὡρολόγιον τοῦ τοίχου ἀσφαλέστατον.	[699, 528, 901, 586]
article-subhead: ΙΔΙΑΙΤΕΡΟΝ ΤΗΛΕΓΡΑΦΗΜΑ	[477, 1520, 660, 1534]
ad-text: Κάλτσες, μάλλινα καὶ βαμβακερὰ εἰς τιμὰς εὐθηνοτάτας στοῦ Χ. Β. Λογοθέτου Σοφίας 43, ἔναντι Στοᾶς Ἀρσακείου.	[1378, 2248, 1560, 2321]
ad-address: 81 ὁδὸς Κολοκοτρώνη 81	[700, 2255, 900, 2271]
ad-sprayers	[923, 708, 1366, 1050]
article-paragraph: Ὁ κ. ΣΑΚΕΛΛΑΡΙΟΥ, λέγει ὅτι ὁ φόρος εἶνε δίκαιος κατὰ τὴν ἀπαλλαγὴν ἀπὸ τοῦ φόρου τῶν ἀροτριώντων καὶ τῶν ἀρότρων.	[461, 434, 676, 498]
ad-text: Πωλοῦνται εἰς τιμὰς ἄκρως συναγωνισμοῦ καὶ μετὰ πενταετοῦς ἐγγύησιν.	[1086, 945, 1358, 973]
ad-line: Ἀδελφοὶ Ἀϊδίνου	[699, 1007, 799, 1021]
ad-subtitle: Ἐργοστάσιον ΑΔΕΛΦ. Π. ΠΡΑΠΟΠΟΥΛΩΝ ἐν Πάτραις	[949, 748, 1341, 762]
product-list-item: Κουκέτες — Ἀποστειρωτήρες	[699, 2027, 858, 2039]
ad-text: Τὸ μέγα ὡρολογοπωλεῖον Σεργιάδου παρέλαβε καὶ τὰ νέα χρυσᾶ χρονομετρικὰ ὡρολόγια SEELAND, ORION TAVANNES ἀνδρικὰ καὶ γυναικεῖα, καὶ ἡ συλλογὴ ἀποτελεῖται πλήρης καὶ ἰσάξια τῶν μεγαλειτέρων τοιούτου εἴδους Εὐρωπαϊκῶν καταστημάτων.	[699, 384, 901, 515]
ad-title: ΕΙΔΟΠΟΙΟΥΝΤΑΙ	[720, 1044, 879, 1064]
classified-item: Καλογρίδης Ι. Α. Συμβουλεύεται ἐν τῷ ἰατρεῖῳ. Θεραπεύει διὰ τῶν τελευταίων μεθόδων τοὺς πάσχοντας μετὰ μεταλλικὰ νοσήματα. Ὁδὸς Φιλελλήνων 4 ἔναντι Φαρμακείου Γ. Γεωργίου.	[1378, 944, 1560, 1027]
ad-title-large: ΟΡΦΑΝΟΤΡΟΦΕΙΟΥ	[1163, 2066, 1351, 2086]
column-rule	[683, 116, 684, 2164]
ad-title-large: Ο ΣΩΤΗΡ	[1054, 1662, 1235, 1701]
ad-footer: Πωλεῖται εἰς ὅλους τὰ φαρμακεῖα καὶ φαρμακεμπορεῖα.	[699, 1539, 901, 1564]
classified-item: Κυπαρίσσης Ἐμμ. Ὑγιεινῆς. Εἰδικὸς τῶν Νόσων, Λάρυγγος, φάρυγγος, ρινὸς, ὤτων, ἀναπνευστικῶν ὀργάνων. ὁδὸς Πατησίων 133 Κηφισιὰ 1—3.	[1378, 820, 1560, 891]
ad-text: Βραβευθέντες εἰς τὴν Παγκόσμιον Ἔκθεσιν τῶν Παρισσίων κ.λ.π. Τιμηθέντες διὰ Χρυσοῦ καὶ Ἀργυροῦ Βραβείων.	[1086, 774, 1358, 832]
article-paragraph: ΦΑΡΣΑΛΑ, 28 Φεβρουαρίου. — Ὁ κ. Εὐαγγελος Ἀσημάκης μετὰ τοῦ διευθυντοῦ τῆς Γεωργικῆς τραπέζης Κ. Δημητρίου καὶ τοῦ βουλευτοῦ ἐξέθεσαν εἰς τὸν ὑπουργὸν τῆς Γεωργίας τὰς παραστάσεις τῶν Φαρσαλινῶν γαιοκτημόνων καὶ ἀγροτῶν διὰ τὴν κατάργησιν τοῦ φόρου. Ὁ λαὸς εἶνε ἀγανακτισμένος κατὰ τοῦ φόρου.	[461, 1540, 676, 1716]
ad-singer	[923, 376, 1366, 702]
ad-schedule-heading: ΓΡΑΜΜΗ ΠΑΤΡΩΝ ΒΟΡΕΝΟΣ-ΑΥΡΕΣ	[990, 1502, 1299, 1520]
ad-nestle	[943, 1886, 1347, 2033]
classifieds-list	[1378, 233, 1560, 2112]
ad-text: Ἀποθῆκαι δὲ εἰς σιδηρόδρομον Σιδηροδρομικὸν Σταθμὸν ἡ Λιμένα ἐξόδου τοῦ Ἐργοστασίου (151).—[186]	[1086, 986, 1358, 1029]
product-list-item: Ὀμφαλεπίδεσμοι — Καθετῆρες διάφοροι	[699, 1983, 901, 2010]
ad-title: ΟΠΟΙΟΣ ΠΡΟΛΑΒΕΙ	[969, 2052, 1095, 2101]
ad-text: Ἐντὸς δηλ. τοῦ ἐπὶ τῆς ὁδοῦ Σταδίου 47 Καταστήματος των ἔχουσιν ἐκτεθειμένην καλλιτεχνικὴν εἰκόνα εἰς μέγα μέγεθος (1,55 Χ 1,20 τοῦ μέτρου) παριστῶσαν τὸν ΣΩΚΡΑΤΗΝ ΑΠΟΧΑΙΡΕΤΩΝΤΑ ΤΟΥΣ ΜΑΘΗΤΑΣ ΤΟΥ, οὐχὶ ζωγραφισμένην ἀλλὰ ΚΕΝΤΗΜΕΝΗΝ διὰ τῆς ἁπλῆς, δι' οἰκογενειακὴν χρῆσιν	[931, 509, 1358, 581]
ad-title: ΠΛΗΡΗΣ Η ΣΥΛΛΟΓΗ ΤΩΝ	[712, 327, 887, 343]
article-paragraph: Ὁ κ. Δημήτριος Θεοδωρόπουλος γεωργὸς μᾶς λέγει ὅτι ὁ φόρος βαρύνει ἀφάνταστα, καὶ τὰ βάρη τῆς πτωχῆς τάξεως καὶ τοῦ ἀγρότου.	[461, 1337, 676, 1417]
classified-item: Ὁ Στρατ. ἰατρὸς Βασ. Δενάξης κατοικεῖ ἐν τῇ ὁδῷ Αἰόλου 55 ἔναντι Ἁγ. Εἰρήνης.	[1378, 595, 1560, 639]
section-heading: ΕΝ ΠΑΤΡΑΙΣ	[515, 965, 621, 984]
ad-text: Ἤρχισεν ἡ παραλαβὴ τῶν θερινῶν ὑφασμάτων	[968, 319, 1321, 336]
ad-sale	[923, 2044, 1141, 2348]
ad-title: ΑΥΣΤΡΟ-ΑΜΕΡΙΚΑΝΑ	[974, 1063, 1315, 1098]
ship-name: ΕΥΓΕΝΙΑ	[1083, 1323, 1206, 1348]
article-signature: Ἡ ἐπιτροπὴ τῶν καλλιεργητῶν Τσιμπᾶς Ν. Θανάσος, Χατζῆς, Γέκας.	[691, 265, 908, 313]
classified-item: Ζωγραφίδης Ἀθαν. Λαρυγγολόγος Πολυκλινικῆς ἐν Βιέννῃ σπουδάσας. ὁδὸς Πειραιῶς 27 (πρὸς τὴν πλατεῖαν Ὁμονοίας). Δέχεται 2—3 π.μ. καὶ 3—5 μ.μ.	[1378, 644, 1560, 727]
ad-subtitle: Ἄλευρον θρεπτικὸν, εὔπεπτον.	[699, 1236, 882, 1250]
steamship-illustration	[949, 1178, 1341, 1315]
ad-line: Καλὴ » 24	[699, 978, 760, 992]
ad-line: Ὁδὸς Ἀγάθωνος ἀρ. 5	[699, 993, 828, 1006]
article-paragraph: Ὁ κ. ΠΑΡΑΣΚΕΥΑΣ, λέγει ὅτι ὁ φόρος εἶνε δίκαιος μὲν, ἀλλ' ἀντιδημοτικός.	[461, 588, 676, 635]
ad-text: Μὲ δραχμὰς 6,80 τὸ ἐνεχείριον τοῦ HaIler ἐκρεῖτε καὶ στερεὸν διὰ τοὺς εἴκοσι ἔτη.	[699, 599, 901, 642]
